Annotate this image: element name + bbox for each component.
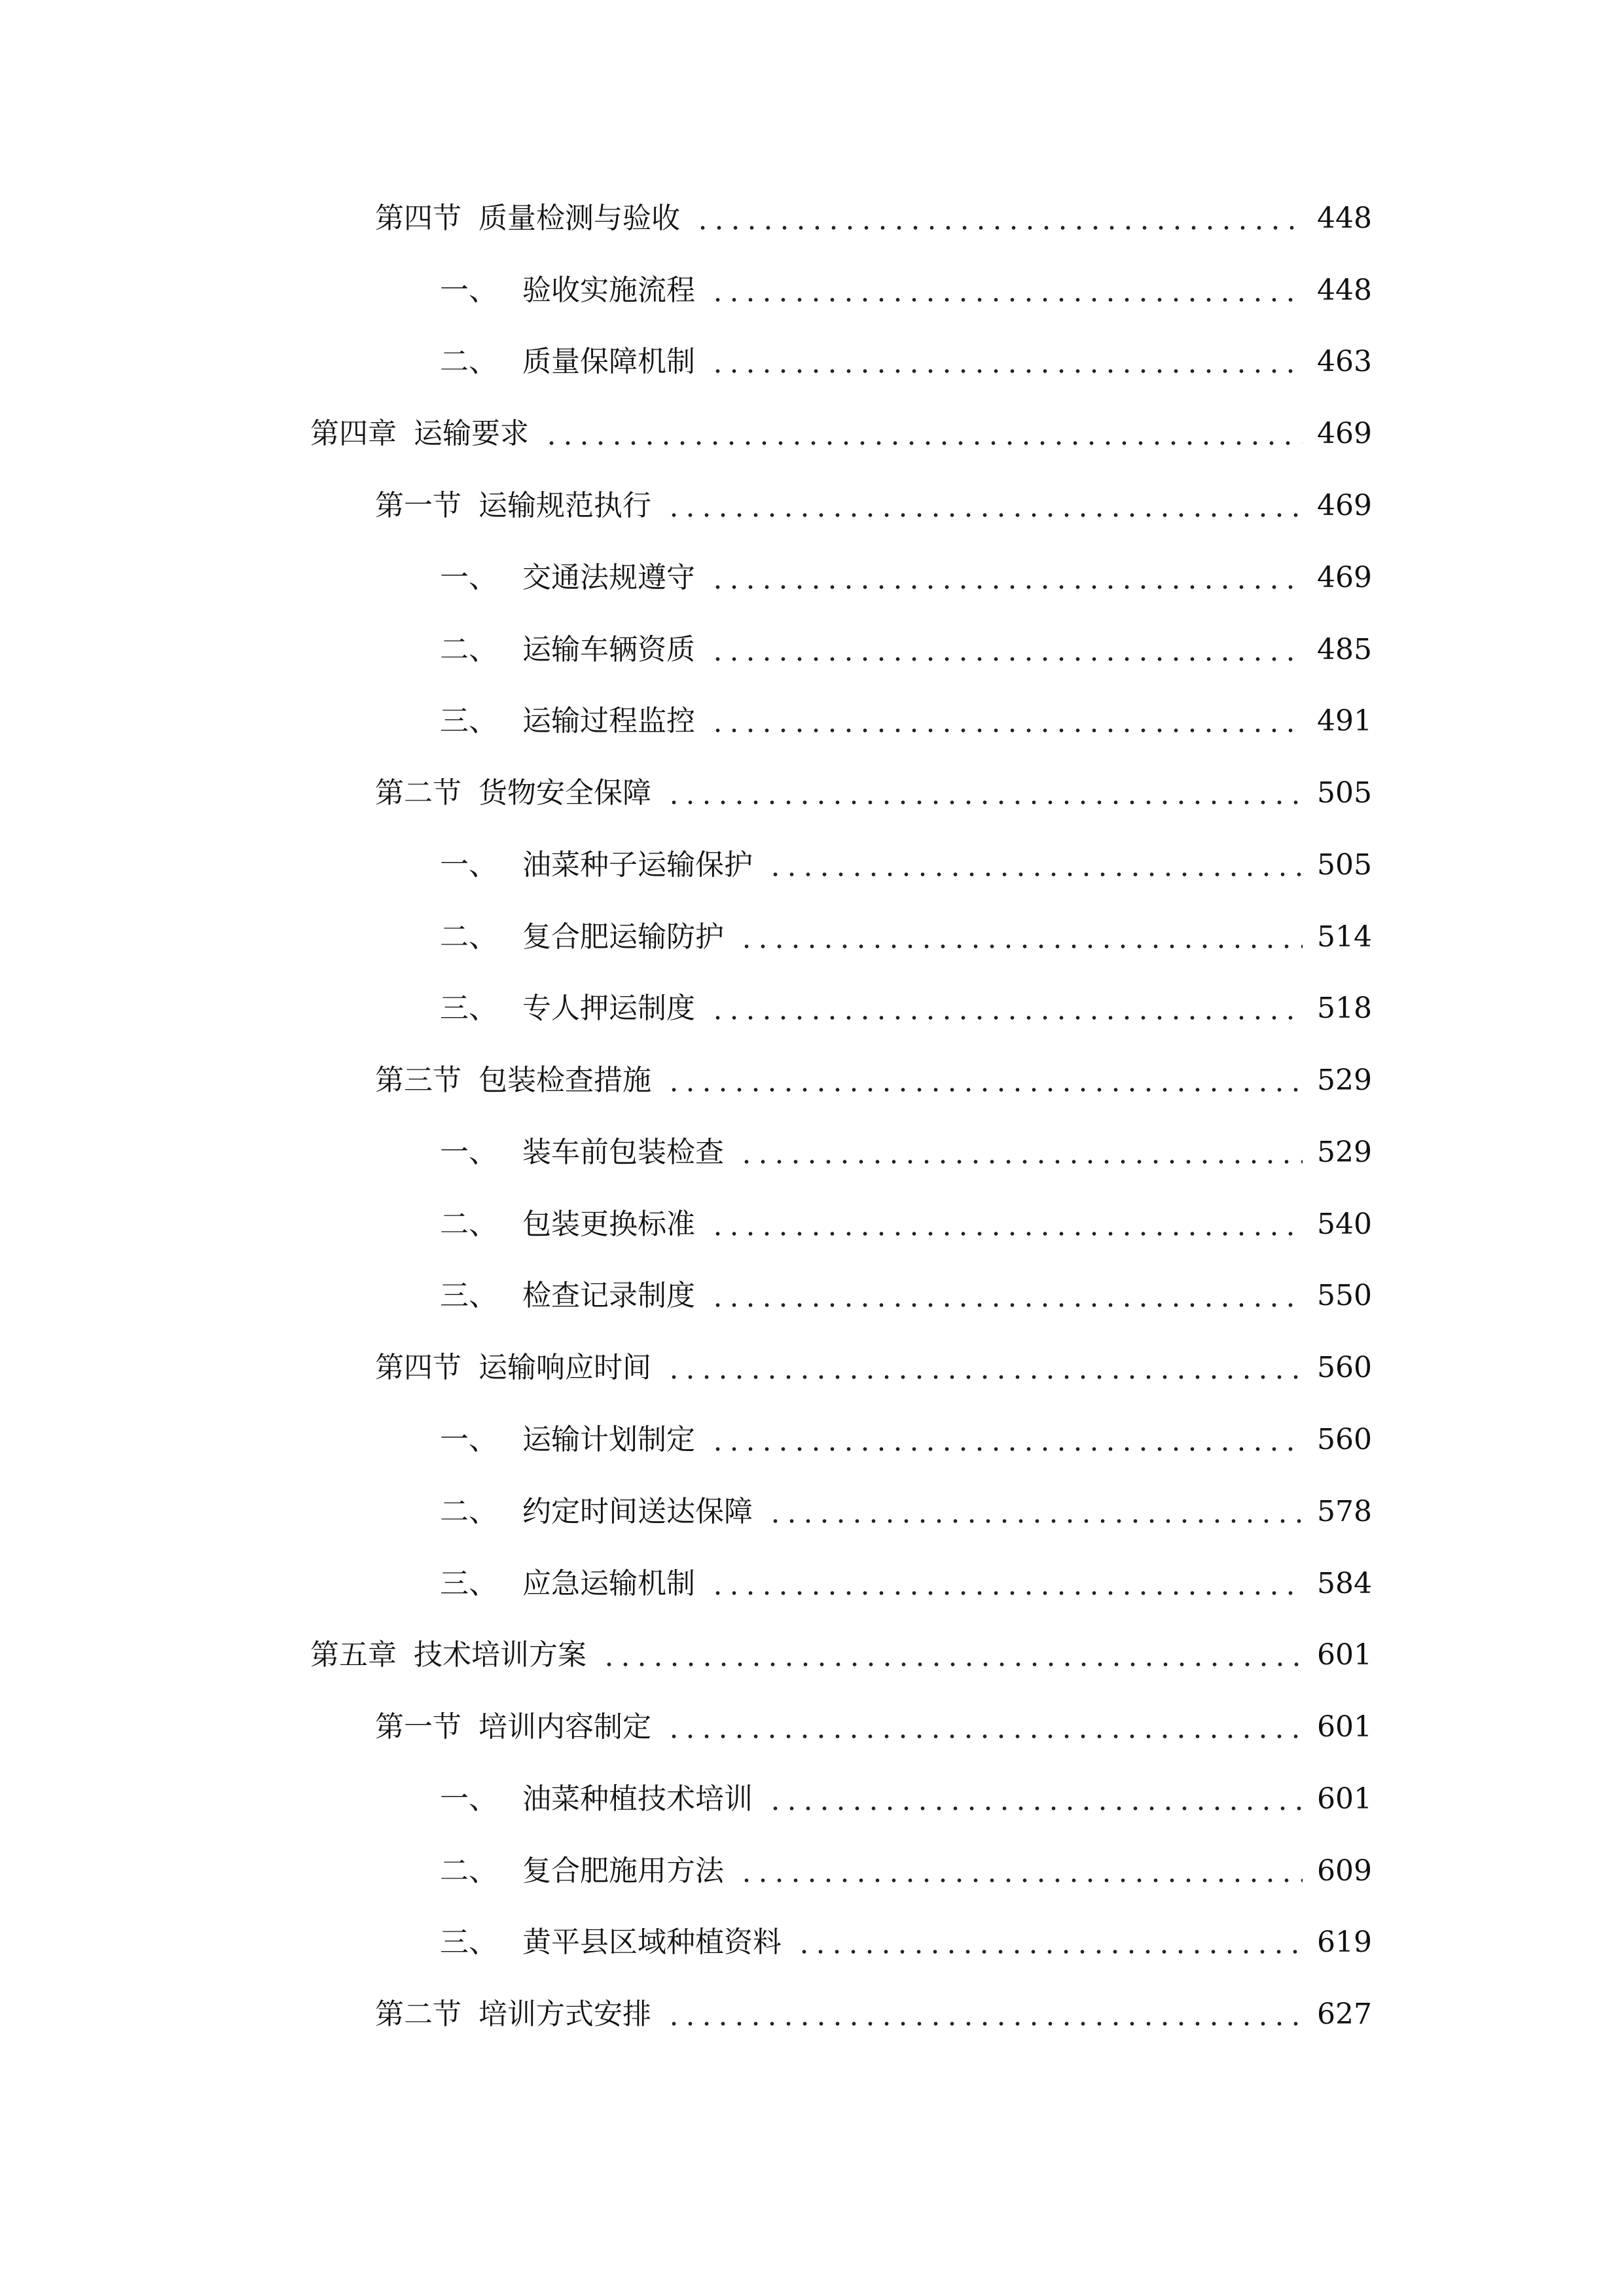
dot-leader — [695, 225, 1303, 230]
toc-entry-prefix: 第四章 — [310, 417, 397, 450]
toc-entry[interactable] — [375, 196, 1372, 242]
toc-entry-prefix: 第三节 — [375, 1064, 461, 1097]
toc-entry-title: 交通法规遵守 — [522, 561, 695, 594]
dot-leader — [738, 1878, 1303, 1883]
toc-entry[interactable] — [375, 483, 1372, 529]
dot-leader — [767, 1806, 1303, 1811]
toc-entry-title: 运输要求 — [414, 417, 529, 450]
toc-entry[interactable] — [440, 1489, 1372, 1535]
toc-entry[interactable] — [375, 1345, 1372, 1391]
toc-entry-title: 装车前包装检查 — [522, 1136, 724, 1169]
toc-entry-title: 货物安全保障 — [478, 776, 651, 810]
toc-entry-title: 油菜种子运输保护 — [522, 848, 753, 882]
toc-entry-page: 529 — [1317, 1136, 1372, 1169]
toc-entry-page: 609 — [1317, 1854, 1372, 1888]
toc-entry[interactable] — [440, 627, 1372, 673]
toc-entry-prefix: 一、 — [440, 1782, 497, 1816]
toc-entry-title: 运输规范执行 — [478, 489, 651, 522]
toc-entry-page: 578 — [1317, 1495, 1372, 1528]
toc-entry-title: 包装检查措施 — [478, 1064, 651, 1097]
toc-entry-prefix: 第二节 — [375, 1998, 461, 2031]
toc-entry-prefix: 三、 — [440, 704, 497, 738]
toc-entry-prefix: 一、 — [440, 561, 497, 594]
toc-entry-prefix: 三、 — [440, 1926, 497, 1959]
toc-entry-page: 529 — [1317, 1064, 1372, 1097]
dot-leader — [767, 1518, 1303, 1524]
toc-entry-prefix: 第四节 — [375, 1351, 461, 1384]
toc-entry[interactable] — [440, 1561, 1372, 1607]
toc-entry-page: 514 — [1317, 920, 1372, 954]
dot-leader — [710, 728, 1303, 733]
toc-entry-page: 601 — [1317, 1782, 1372, 1816]
toc-entry-title: 油菜种植技术培训 — [522, 1782, 753, 1816]
toc-entry[interactable] — [375, 1992, 1372, 2037]
toc-entry-title: 培训内容制定 — [478, 1710, 651, 1744]
dot-leader — [710, 297, 1303, 302]
toc-entry-prefix: 二、 — [440, 345, 497, 378]
toc-entry-page: 448 — [1317, 202, 1372, 235]
toc-entry-title: 质量检测与验收 — [478, 202, 680, 235]
toc-entry[interactable] — [310, 411, 1372, 457]
toc-entry-prefix: 一、 — [440, 848, 497, 882]
toc-entry-page: 601 — [1317, 1710, 1372, 1744]
dot-leader — [666, 2021, 1303, 2026]
toc-entry[interactable] — [440, 339, 1372, 385]
toc-entry-page: 584 — [1317, 1567, 1372, 1600]
dot-leader — [666, 1374, 1303, 1380]
dot-leader — [666, 1734, 1303, 1739]
toc-entry[interactable] — [375, 1058, 1372, 1103]
toc-entry[interactable] — [375, 1704, 1372, 1750]
toc-entry-page: 560 — [1317, 1351, 1372, 1384]
toc-entry[interactable] — [440, 1130, 1372, 1175]
dot-leader — [710, 1446, 1303, 1452]
toc-entry-title: 黄平县区域种植资料 — [522, 1926, 782, 1959]
dot-leader — [543, 440, 1303, 446]
toc-entry-title: 验收实施流程 — [522, 274, 695, 307]
toc-entry-title: 约定时间送达保障 — [522, 1495, 753, 1528]
dot-leader — [767, 872, 1303, 877]
toc-entry-title: 质量保障机制 — [522, 345, 695, 378]
toc-entry-title: 检查记录制度 — [522, 1279, 695, 1312]
toc-entry-prefix: 三、 — [440, 1279, 497, 1312]
toc-entry[interactable] — [440, 1920, 1372, 1965]
toc-entry-page: 485 — [1317, 633, 1372, 666]
toc-entry-prefix: 二、 — [440, 920, 497, 954]
toc-entry-title: 专人押运制度 — [522, 992, 695, 1025]
toc-entry[interactable] — [440, 555, 1372, 601]
dot-leader — [738, 1159, 1303, 1164]
dot-leader — [796, 1949, 1303, 1954]
toc-entry[interactable] — [440, 268, 1372, 314]
toc-entry-prefix: 二、 — [440, 1495, 497, 1528]
toc-entry-prefix: 一、 — [440, 1423, 497, 1456]
dot-leader — [710, 584, 1303, 590]
toc-entry-prefix: 三、 — [440, 1567, 497, 1600]
toc-entry-page: 491 — [1317, 704, 1372, 738]
dot-leader — [666, 512, 1303, 518]
toc-entry-page: 601 — [1317, 1638, 1372, 1672]
toc-entry[interactable] — [375, 770, 1372, 816]
toc-entry[interactable] — [440, 986, 1372, 1031]
toc-entry-prefix: 二、 — [440, 633, 497, 666]
toc-entry-prefix: 第五章 — [310, 1638, 397, 1672]
dot-leader — [710, 1015, 1303, 1020]
dot-leader — [738, 944, 1303, 949]
toc-entry-page: 505 — [1317, 776, 1372, 810]
toc-entry[interactable] — [440, 914, 1372, 960]
dot-leader — [601, 1662, 1303, 1667]
toc-entry-page: 627 — [1317, 1998, 1372, 2031]
toc-entry[interactable] — [440, 698, 1372, 744]
toc-entry-page: 560 — [1317, 1423, 1372, 1456]
toc-entry-page: 469 — [1317, 489, 1372, 522]
toc-entry-title: 技术培训方案 — [414, 1638, 586, 1672]
toc-entry[interactable] — [440, 1848, 1372, 1894]
toc-entry-title: 复合肥运输防护 — [522, 920, 724, 954]
dot-leader — [666, 800, 1303, 805]
toc-entry-title: 包装更换标准 — [522, 1208, 695, 1241]
toc-entry-page: 463 — [1317, 345, 1372, 378]
toc-entry-prefix: 二、 — [440, 1854, 497, 1888]
dot-leader — [710, 1590, 1303, 1596]
dot-leader — [710, 368, 1303, 374]
toc-entry-page: 505 — [1317, 848, 1372, 882]
toc-entry-prefix: 三、 — [440, 992, 497, 1025]
toc-entry-page: 469 — [1317, 417, 1372, 450]
toc-entry-page: 550 — [1317, 1279, 1372, 1312]
toc-entry-title: 运输过程监控 — [522, 704, 695, 738]
toc-entry[interactable] — [440, 842, 1372, 888]
toc-entry-title: 应急运输机制 — [522, 1567, 695, 1600]
dot-leader — [710, 1231, 1303, 1236]
toc-entry-page: 448 — [1317, 274, 1372, 307]
toc-entry-prefix: 第二节 — [375, 776, 461, 810]
toc-entry-prefix: 第一节 — [375, 489, 461, 522]
toc-entry-prefix: 第四节 — [375, 202, 461, 235]
toc-entry-page: 619 — [1317, 1926, 1372, 1959]
toc-entry[interactable] — [440, 1202, 1372, 1247]
toc-entry-title: 运输计划制定 — [522, 1423, 695, 1456]
dot-leader — [710, 656, 1303, 662]
toc-entry-prefix: 二、 — [440, 1208, 497, 1241]
toc-entry-page: 469 — [1317, 561, 1372, 594]
toc-entry[interactable] — [440, 1417, 1372, 1463]
toc-entry-page: 518 — [1317, 992, 1372, 1025]
toc-entry[interactable] — [310, 1632, 1372, 1678]
toc-entry-title: 培训方式安排 — [478, 1998, 651, 2031]
toc-entry-page: 540 — [1317, 1208, 1372, 1241]
toc-entry-title: 复合肥施用方法 — [522, 1854, 724, 1888]
dot-leader — [666, 1087, 1303, 1092]
toc-entry-title: 运输响应时间 — [478, 1351, 651, 1384]
toc-entry-prefix: 一、 — [440, 274, 497, 307]
toc-entry[interactable] — [440, 1776, 1372, 1822]
toc-entry[interactable] — [440, 1273, 1372, 1319]
dot-leader — [710, 1302, 1303, 1308]
toc-entry-prefix: 一、 — [440, 1136, 497, 1169]
toc-entry-prefix: 第一节 — [375, 1710, 461, 1744]
toc-entry-title: 运输车辆资质 — [522, 633, 695, 666]
